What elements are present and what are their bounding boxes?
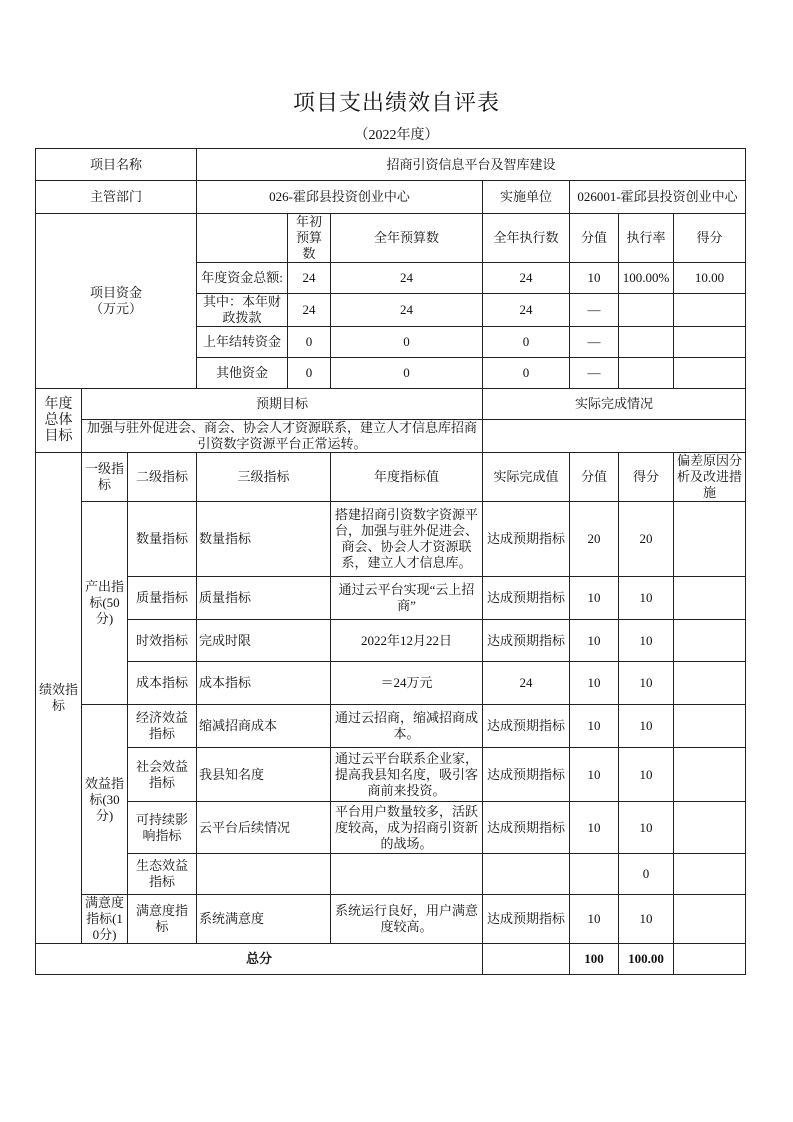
indicator-row — [36, 662, 746, 705]
deviation-note — [674, 705, 746, 748]
actual-value: 24 — [483, 662, 570, 705]
level2-indicator: 经济效益指标 — [128, 705, 197, 748]
level3-indicator: 系统满意度 — [197, 895, 331, 944]
indicator-row — [36, 502, 746, 577]
funds-cell: 24 — [288, 263, 331, 294]
funds-cell — [619, 327, 674, 358]
annual-target: 通过云平台实现“云上招商” — [331, 577, 483, 620]
project-name-label: 项目名称 — [36, 149, 197, 181]
project-name-row — [36, 149, 746, 181]
level2-indicator: 数量指标 — [128, 502, 197, 577]
annual-target: 平台用户数量较多，活跃度较高，成为招商引资新的战场。 — [331, 802, 483, 854]
indicator-row — [36, 748, 746, 802]
level2-indicator: 质量指标 — [128, 577, 197, 620]
actual-value: 达成预期指标 — [483, 748, 570, 802]
funds-cell: 0 — [483, 358, 570, 389]
level2-indicator: 生态效益指标 — [128, 854, 197, 895]
annual-target: 2022年12月22日 — [331, 620, 483, 662]
total-score: 100.00 — [619, 944, 674, 975]
indicator-row — [36, 854, 746, 895]
level3-indicator: 云平台后续情况 — [197, 802, 331, 854]
funds-blank-header — [197, 214, 288, 263]
level3-indicator: 缩减招商成本 — [197, 705, 331, 748]
goals-label: 年度总体目标 — [36, 389, 82, 453]
department-row — [36, 181, 746, 214]
funds-cell: — — [570, 294, 619, 327]
funds-cell: 10.00 — [674, 263, 746, 294]
indicator-row — [36, 802, 746, 854]
indicator-header: 三级指标 — [197, 453, 331, 502]
level2-indicator: 成本指标 — [128, 662, 197, 705]
deviation-note — [674, 748, 746, 802]
funds-header: 得分 — [674, 214, 746, 263]
dept-label: 主管部门 — [36, 181, 197, 214]
funds-row-label: 其中：本年财政拨款 — [197, 294, 288, 327]
score: 0 — [619, 854, 674, 895]
level2-indicator: 社会效益指标 — [128, 748, 197, 802]
deviation-note — [674, 620, 746, 662]
actual-completion-text — [483, 420, 746, 453]
total-label: 总分 — [36, 944, 483, 975]
funds-cell: 0 — [331, 327, 483, 358]
indicator-header: 一级指标 — [82, 453, 128, 502]
total-row — [36, 944, 746, 975]
funds-header: 全年执行数 — [483, 214, 570, 263]
funds-cell: 0 — [331, 358, 483, 389]
project-name-value: 招商引资信息平台及智库建设 — [197, 149, 746, 181]
level3-indicator: 数量指标 — [197, 502, 331, 577]
funds-header: 分值 — [570, 214, 619, 263]
funds-cell: 24 — [483, 294, 570, 327]
funds-cell: 24 — [483, 263, 570, 294]
funds-row-label: 上年结转资金 — [197, 327, 288, 358]
page-subtitle: （2022年度） — [354, 128, 439, 143]
indicator-row — [36, 895, 746, 944]
deviation-note — [674, 577, 746, 620]
level2-indicator: 满意度指标 — [128, 895, 197, 944]
level1-indicator: 效益指标(30分) — [82, 705, 128, 895]
score: 10 — [619, 895, 674, 944]
funds-cell: 24 — [288, 294, 331, 327]
annual-target: ＝24万元 — [331, 662, 483, 705]
deviation-note — [674, 854, 746, 895]
score: 10 — [619, 748, 674, 802]
level2-indicator: 可持续影响指标 — [128, 802, 197, 854]
funds-cell: 100.00% — [619, 263, 674, 294]
funds-cell — [674, 294, 746, 327]
actual-value: 达成预期指标 — [483, 705, 570, 748]
score: 10 — [619, 662, 674, 705]
actual-value: 达成预期指标 — [483, 802, 570, 854]
indicator-header: 实际完成值 — [483, 453, 570, 502]
weight: 10 — [570, 748, 619, 802]
actual-value: 达成预期指标 — [483, 620, 570, 662]
funds-cell: — — [570, 327, 619, 358]
funds-label: 项目资金 （万元） — [36, 214, 197, 389]
funds-cell — [674, 358, 746, 389]
dept-value: 026-霍邱县投资创业中心 — [197, 181, 483, 214]
score: 10 — [619, 577, 674, 620]
funds-cell: 24 — [331, 294, 483, 327]
funds-header-row — [36, 214, 746, 263]
goals-header-row — [36, 389, 746, 420]
indicator-row — [36, 577, 746, 620]
funds-cell: — — [570, 358, 619, 389]
indicator-row — [36, 620, 746, 662]
deviation-note — [674, 895, 746, 944]
level3-indicator: 质量指标 — [197, 577, 331, 620]
actual-value: 达成预期指标 — [483, 577, 570, 620]
weight: 10 — [570, 577, 619, 620]
annual-target: 通过云平台联系企业家，提高我县知名度，吸引客商前来投资。 — [331, 748, 483, 802]
funds-row-label: 其他资金 — [197, 358, 288, 389]
actual-value: 达成预期指标 — [483, 502, 570, 577]
level3-indicator: 我县知名度 — [197, 748, 331, 802]
funds-row-label: 年度资金总额: — [197, 263, 288, 294]
actual-value — [483, 854, 570, 895]
indicator-header: 偏差原因分析及改进措施 — [674, 453, 746, 502]
actual-value: 达成预期指标 — [483, 895, 570, 944]
score: 10 — [619, 802, 674, 854]
expected-goal-text: 加强与驻外促进会、商会、协会人才资源联系，建立人才信息库招商引资数字资源平台正常运转。 — [82, 420, 483, 453]
weight: 10 — [570, 705, 619, 748]
indicators-label: 绩效指标 — [36, 453, 82, 944]
funds-cell — [619, 358, 674, 389]
level3-indicator: 成本指标 — [197, 662, 331, 705]
unit-value: 026001-霍邱县投资创业中心 — [570, 181, 746, 214]
funds-cell: 0 — [288, 358, 331, 389]
deviation-note — [674, 502, 746, 577]
total-weight: 100 — [570, 944, 619, 975]
score: 20 — [619, 502, 674, 577]
goals-row — [36, 420, 746, 453]
actual-completion-header: 实际完成情况 — [483, 389, 746, 420]
funds-header: 年初预算数 — [288, 214, 331, 263]
annual-target: 通过云招商，缩减招商成本。 — [331, 705, 483, 748]
level3-indicator: 完成时限 — [197, 620, 331, 662]
weight: 20 — [570, 502, 619, 577]
funds-cell: 24 — [331, 263, 483, 294]
page-title: 项目支出绩效自评表 — [292, 90, 500, 115]
indicator-header: 年度指标值 — [331, 453, 483, 502]
annual-target: 系统运行良好，用户满意度较高。 — [331, 895, 483, 944]
funds-header: 执行率 — [619, 214, 674, 263]
level2-indicator: 时效指标 — [128, 620, 197, 662]
weight: 10 — [570, 662, 619, 705]
indicator-header: 二级指标 — [128, 453, 197, 502]
deviation-note — [674, 662, 746, 705]
annual-target — [331, 854, 483, 895]
performance-table — [35, 148, 746, 975]
deviation-note — [674, 802, 746, 854]
indicator-header-row — [36, 453, 746, 502]
annual-target: 搭建招商引资数字资源平台，加强与驻外促进会、商会、协会人才资源联系，建立人才信息库。 — [331, 502, 483, 577]
level1-indicator: 产出指标(50分) — [82, 502, 128, 705]
weight: 10 — [570, 895, 619, 944]
funds-header: 全年预算数 — [331, 214, 483, 263]
indicator-header: 得分 — [619, 453, 674, 502]
score: 10 — [619, 705, 674, 748]
weight — [570, 854, 619, 895]
level1-indicator: 满意度指标(10分) — [82, 895, 128, 944]
expected-goal-header: 预期目标 — [82, 389, 483, 420]
funds-cell: 0 — [483, 327, 570, 358]
indicator-header: 分值 — [570, 453, 619, 502]
weight: 10 — [570, 620, 619, 662]
level3-indicator — [197, 854, 331, 895]
weight: 10 — [570, 802, 619, 854]
indicator-row — [36, 705, 746, 748]
total-note — [674, 944, 746, 975]
score: 10 — [619, 620, 674, 662]
funds-cell — [674, 327, 746, 358]
unit-label: 实施单位 — [483, 181, 570, 214]
funds-cell: 0 — [288, 327, 331, 358]
total-actual — [483, 944, 570, 975]
funds-cell: 10 — [570, 263, 619, 294]
funds-cell — [619, 294, 674, 327]
